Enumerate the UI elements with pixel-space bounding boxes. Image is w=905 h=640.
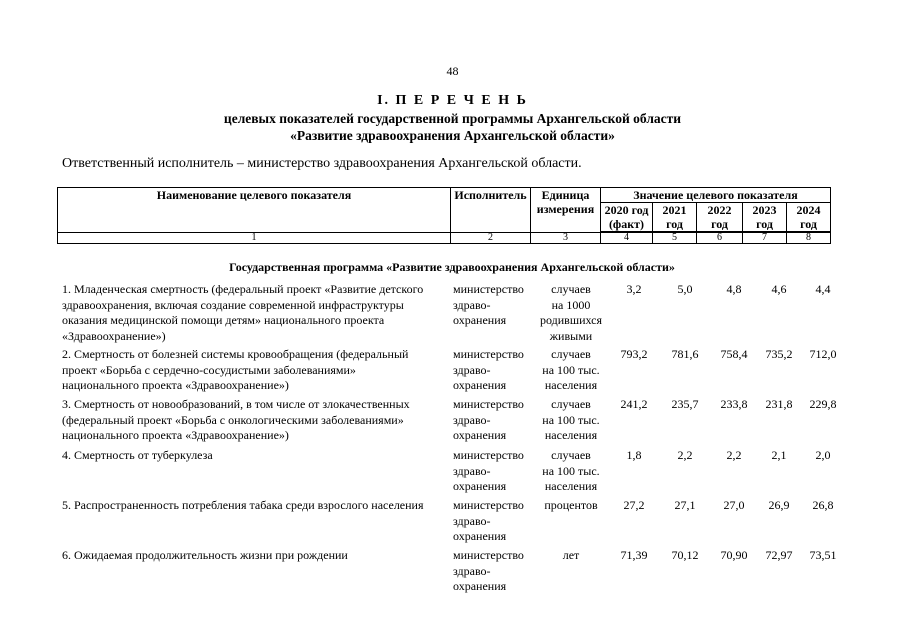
header-year-line1: 2023 <box>752 203 777 217</box>
column-number: 1 <box>58 233 451 244</box>
indicator-name <box>62 282 452 344</box>
indicator-unit-line: на 100 тыс. <box>542 362 600 377</box>
indicator-value: 758,4 <box>720 347 748 361</box>
header-year-line1: 2021 <box>662 203 687 217</box>
indicator-value: 4,8 <box>726 282 742 296</box>
column-number: 4 <box>601 233 653 244</box>
indicator-unit-line: процентов <box>544 498 598 512</box>
header-unit-line2: измерения <box>536 202 595 216</box>
program-name: «Развитие здравоохранения Архангельской области» <box>290 128 615 143</box>
indicator-value: 231,8 <box>765 397 793 411</box>
indicator-name-line: здравоохранения, включая создание современной инфраструктуры <box>62 297 404 312</box>
indicator-unit-line: населения <box>544 378 598 392</box>
responsible-executor: Ответственный исполнитель – министерство здравоохранения Архангельской области. <box>62 156 582 171</box>
indicator-value: 4,4 <box>815 282 831 296</box>
header-year-line1: 2020 год <box>604 203 649 217</box>
indicator-name-line: оказания медицинской помощи детям» национального проекта <box>62 313 385 327</box>
indicator-name-line: «Здравоохранение») <box>62 328 166 343</box>
column-number: 5 <box>653 233 697 244</box>
indicator-value: 26,8 <box>812 498 834 512</box>
header-year-line2: год <box>666 217 683 231</box>
indicator-executor-line: здраво- <box>453 412 491 427</box>
page-number: 48 <box>446 64 459 78</box>
indicator-value: 781,6 <box>671 347 699 361</box>
indicator-unit-line: родившихся <box>539 313 602 327</box>
indicator-value: 27,2 <box>623 498 645 512</box>
indicator-value: 2,2 <box>726 448 742 462</box>
indicator-executor <box>453 282 533 329</box>
indicator-executor-line: здраво- <box>453 297 491 312</box>
indicator-name <box>62 347 452 394</box>
indicator-name-line: проект «Борьба с сердечно-сосудистыми заболеваниями» <box>62 362 356 377</box>
indicator-name <box>62 548 452 564</box>
indicator-executor-line: охранения <box>453 579 507 593</box>
header-year-line1: 2024 <box>796 203 821 217</box>
document-title: I. П Е Р Е Ч Е Н Ь <box>377 93 528 108</box>
indicator-value: 712,0 <box>809 347 837 361</box>
indicator-value: 1,8 <box>626 448 642 462</box>
indicator-value: 73,51 <box>809 548 837 562</box>
indicator-executor-line: министерство <box>453 397 524 411</box>
indicator-name <box>62 448 452 464</box>
indicator-executor <box>453 498 533 545</box>
column-number: 6 <box>697 233 743 244</box>
header-year <box>653 203 697 232</box>
indicator-executor-line: охранения <box>453 479 507 493</box>
header-year <box>743 203 787 232</box>
header-year-line2: год <box>800 217 817 231</box>
indicator-value: 229,8 <box>809 397 837 411</box>
column-number: 2 <box>451 233 531 244</box>
indicator-name <box>62 397 452 444</box>
indicator-unit <box>536 347 606 394</box>
indicator-value: 4,6 <box>771 282 787 296</box>
indicator-unit-line: лет <box>562 548 580 562</box>
indicator-unit <box>536 397 606 444</box>
indicator-name-line: 3. Смертность от новообразований, в том числе от злокачественных <box>62 397 410 411</box>
indicator-value: 70,12 <box>671 548 699 562</box>
indicator-unit-line: на 100 тыс. <box>542 412 600 427</box>
indicator-value: 233,8 <box>720 397 748 411</box>
indicator-executor-line: министерство <box>453 498 524 512</box>
header-year-line1: 2022 <box>707 203 732 217</box>
indicator-value: 72,97 <box>765 548 793 562</box>
indicator-value: 2,1 <box>771 448 787 462</box>
indicator-executor-line: здраво- <box>453 513 491 528</box>
indicator-executor <box>453 548 533 595</box>
indicator-unit <box>536 282 606 344</box>
indicator-value: 793,2 <box>620 347 648 361</box>
indicator-executor-line: министерство <box>453 548 524 562</box>
indicator-value: 71,39 <box>620 548 648 562</box>
indicator-name-line: 4. Смертность от туберкулеза <box>62 448 213 462</box>
header-year <box>787 203 831 232</box>
column-number: 3 <box>531 233 601 244</box>
header-year-line2: год <box>756 217 773 231</box>
header-name: Наименование целевого показателя <box>58 188 451 233</box>
indicator-value: 735,2 <box>765 347 793 361</box>
header-value-group: Значение целевого показателя <box>601 188 831 203</box>
indicator-unit-line: населения <box>544 428 598 442</box>
header-unit-line1: Единица <box>541 188 590 202</box>
indicator-name-line: 6. Ожидаемая продолжительность жизни при рождении <box>62 548 348 562</box>
header-year-line2: год <box>711 217 728 231</box>
indicator-name-line: 5. Распространенность потребления табака среди взрослого населения <box>62 498 424 512</box>
header-year-line2: (факт) <box>608 217 645 231</box>
indicator-unit <box>536 548 606 564</box>
indicator-unit-line: на 100 тыс. <box>542 463 600 478</box>
indicator-name <box>62 498 452 514</box>
indicator-executor <box>453 397 533 444</box>
indicator-value: 2,0 <box>815 448 831 462</box>
column-number: 7 <box>743 233 787 244</box>
indicator-executor <box>453 448 533 495</box>
indicator-value: 235,7 <box>671 397 699 411</box>
indicator-value: 27,0 <box>723 498 745 512</box>
indicator-unit-line: на 1000 <box>551 297 591 312</box>
indicator-executor-line: охранения <box>453 529 507 543</box>
table-header <box>57 187 831 244</box>
indicator-unit-line: случаев <box>551 282 591 296</box>
indicator-value: 70,90 <box>720 548 748 562</box>
indicator-executor-line: министерство <box>453 282 524 296</box>
column-number: 8 <box>787 233 831 244</box>
indicator-value: 2,2 <box>677 448 693 462</box>
header-executor: Исполнитель <box>451 188 531 233</box>
section-title: Государственная программа «Развитие здравоохранения Архангельской области» <box>229 260 675 274</box>
indicator-value: 27,1 <box>674 498 696 512</box>
indicator-value: 5,0 <box>677 282 693 296</box>
indicator-name-line: национального проекта «Здравоохранение») <box>62 378 289 392</box>
indicator-value: 3,2 <box>626 282 642 296</box>
indicator-unit-line: случаев <box>551 397 591 411</box>
indicator-name-line: 2. Смертность от болезней системы кровообращения (федеральный <box>62 347 409 361</box>
indicator-executor-line: охранения <box>453 313 507 327</box>
indicator-executor-line: министерство <box>453 347 524 361</box>
document-subtitle: целевых показателей государственной программы Архангельской области <box>223 111 682 126</box>
indicator-name-line: национального проекта «Здравоохранение») <box>62 428 289 442</box>
header-year <box>697 203 743 232</box>
indicator-name-line: 1. Младенческая смертность (федеральный проект «Развитие детского <box>62 282 424 296</box>
indicator-value: 241,2 <box>620 397 648 411</box>
indicator-executor-line: здраво- <box>453 463 491 478</box>
header-unit <box>531 188 601 233</box>
indicator-executor-line: охранения <box>453 378 507 392</box>
header-year <box>601 203 653 232</box>
indicator-unit <box>536 498 606 514</box>
indicator-executor-line: министерство <box>453 448 524 462</box>
indicator-executor-line: здраво- <box>453 563 491 578</box>
indicator-unit-line: населения <box>544 479 598 493</box>
indicator-executor-line: здраво- <box>453 362 491 377</box>
indicator-executor-line: охранения <box>453 428 507 442</box>
indicator-unit-line: случаев <box>551 347 591 361</box>
indicator-executor <box>453 347 533 394</box>
indicator-name-line: (федеральный проект «Борьба с онкологическими заболеваниями» <box>62 412 404 427</box>
indicator-unit-line: живыми <box>549 328 593 343</box>
indicator-value: 26,9 <box>768 498 790 512</box>
indicator-unit-line: случаев <box>551 448 591 462</box>
indicator-unit <box>536 448 606 495</box>
